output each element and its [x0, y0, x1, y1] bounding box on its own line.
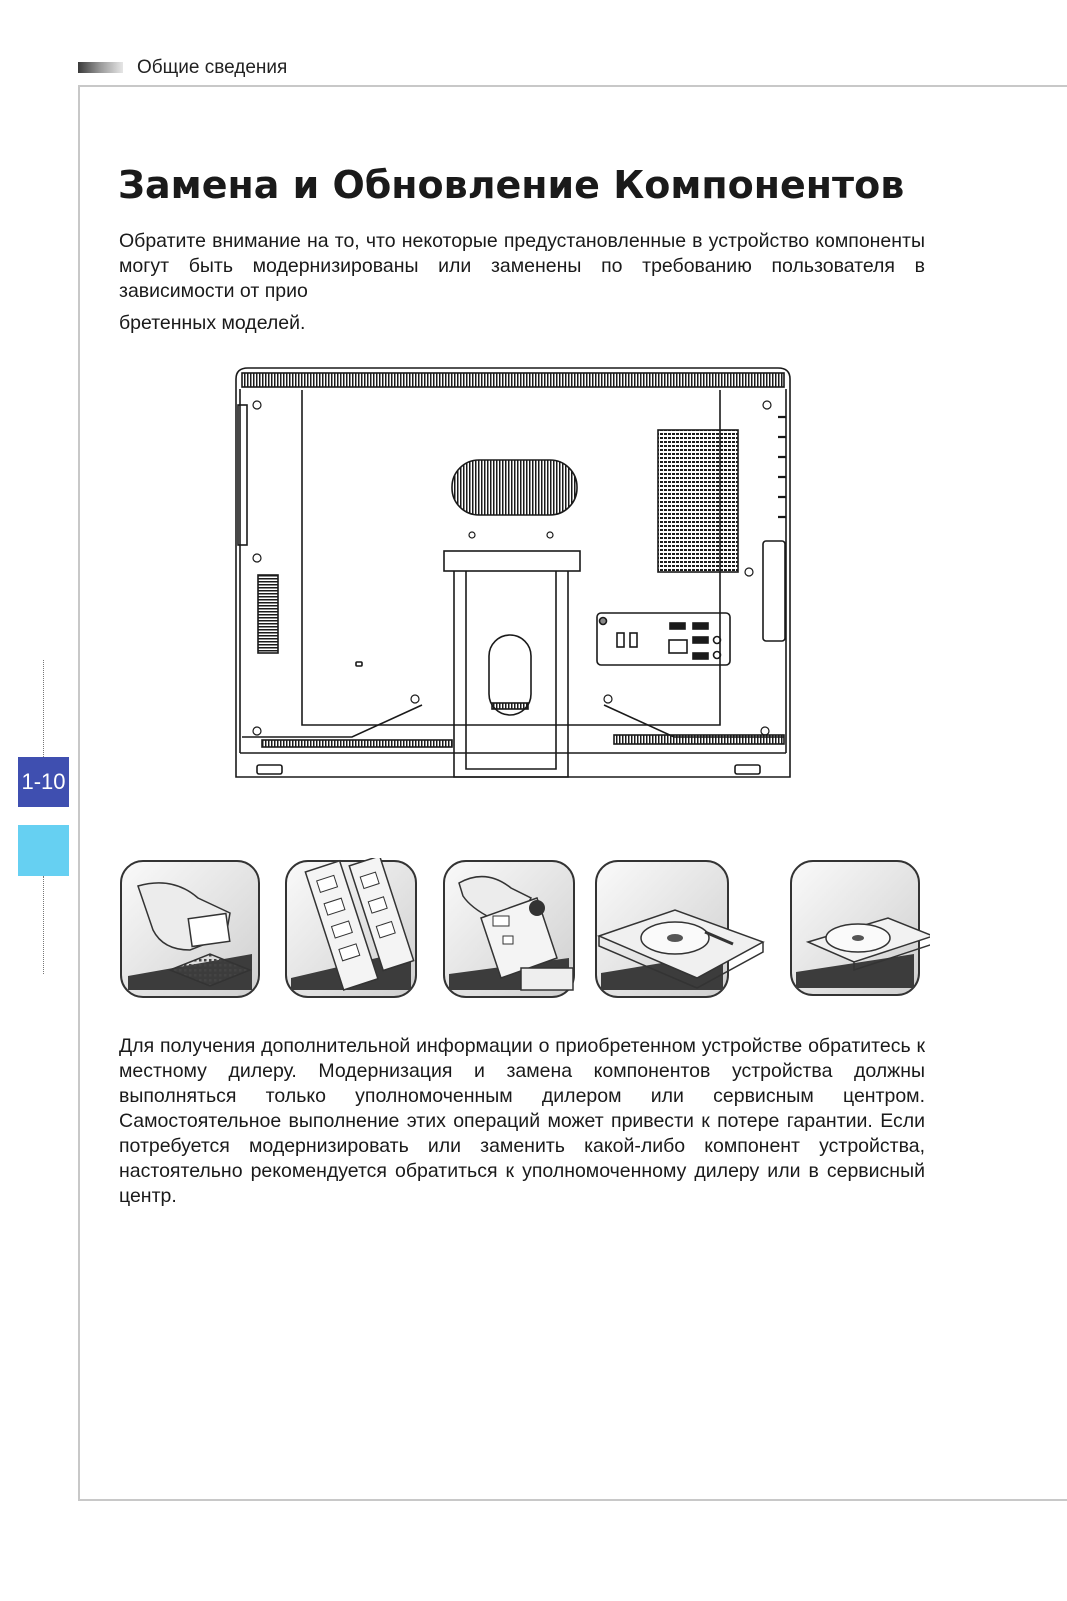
sidebar-dotted-line — [43, 660, 44, 757]
page-title: Замена и Обновление Компонентов — [118, 163, 905, 207]
wireless-card-icon — [444, 861, 574, 997]
component-thumbnails — [118, 858, 930, 1003]
hard-drive-icon — [596, 861, 763, 997]
intro-paragraph-continued: бретенных моделей. — [119, 312, 306, 334]
header-decor-bar — [78, 62, 123, 73]
chapter-tab — [18, 825, 69, 876]
intro-paragraph: Обратите внимание на то, что некоторые предустановленные в устройство компоненты могут быть модернизированы или заменены по требованию пользователя в зависимости от прио — [119, 230, 925, 302]
frame-top-line — [78, 85, 1067, 87]
frame-left-line — [78, 85, 80, 1501]
section-header: Общие сведения — [137, 57, 288, 78]
memory-icon — [286, 858, 416, 997]
optical-drive-icon — [791, 861, 930, 995]
page-number-tab: 1-10 — [18, 757, 69, 807]
cpu-icon — [121, 861, 259, 997]
sidebar-dotted-line — [43, 876, 44, 974]
frame-bottom-line — [78, 1499, 1067, 1501]
rear-panel-illustration — [232, 365, 794, 780]
body-paragraph: Для получения дополнительной информации о приобретенном устройстве обратитесь к местному дилеру. Модернизация и замена компонентов устройства должны выполняться только уполномоченным дилером или сервисным центром. Самостоятельное выполнение этих операций может привести к потере гарантии. Если потребуется модернизировать или заменить какой-либо компонент устройства, настоятельно рекомендуется обратиться к уполномоченному дилеру или в сервисный центр. — [119, 1035, 925, 1207]
